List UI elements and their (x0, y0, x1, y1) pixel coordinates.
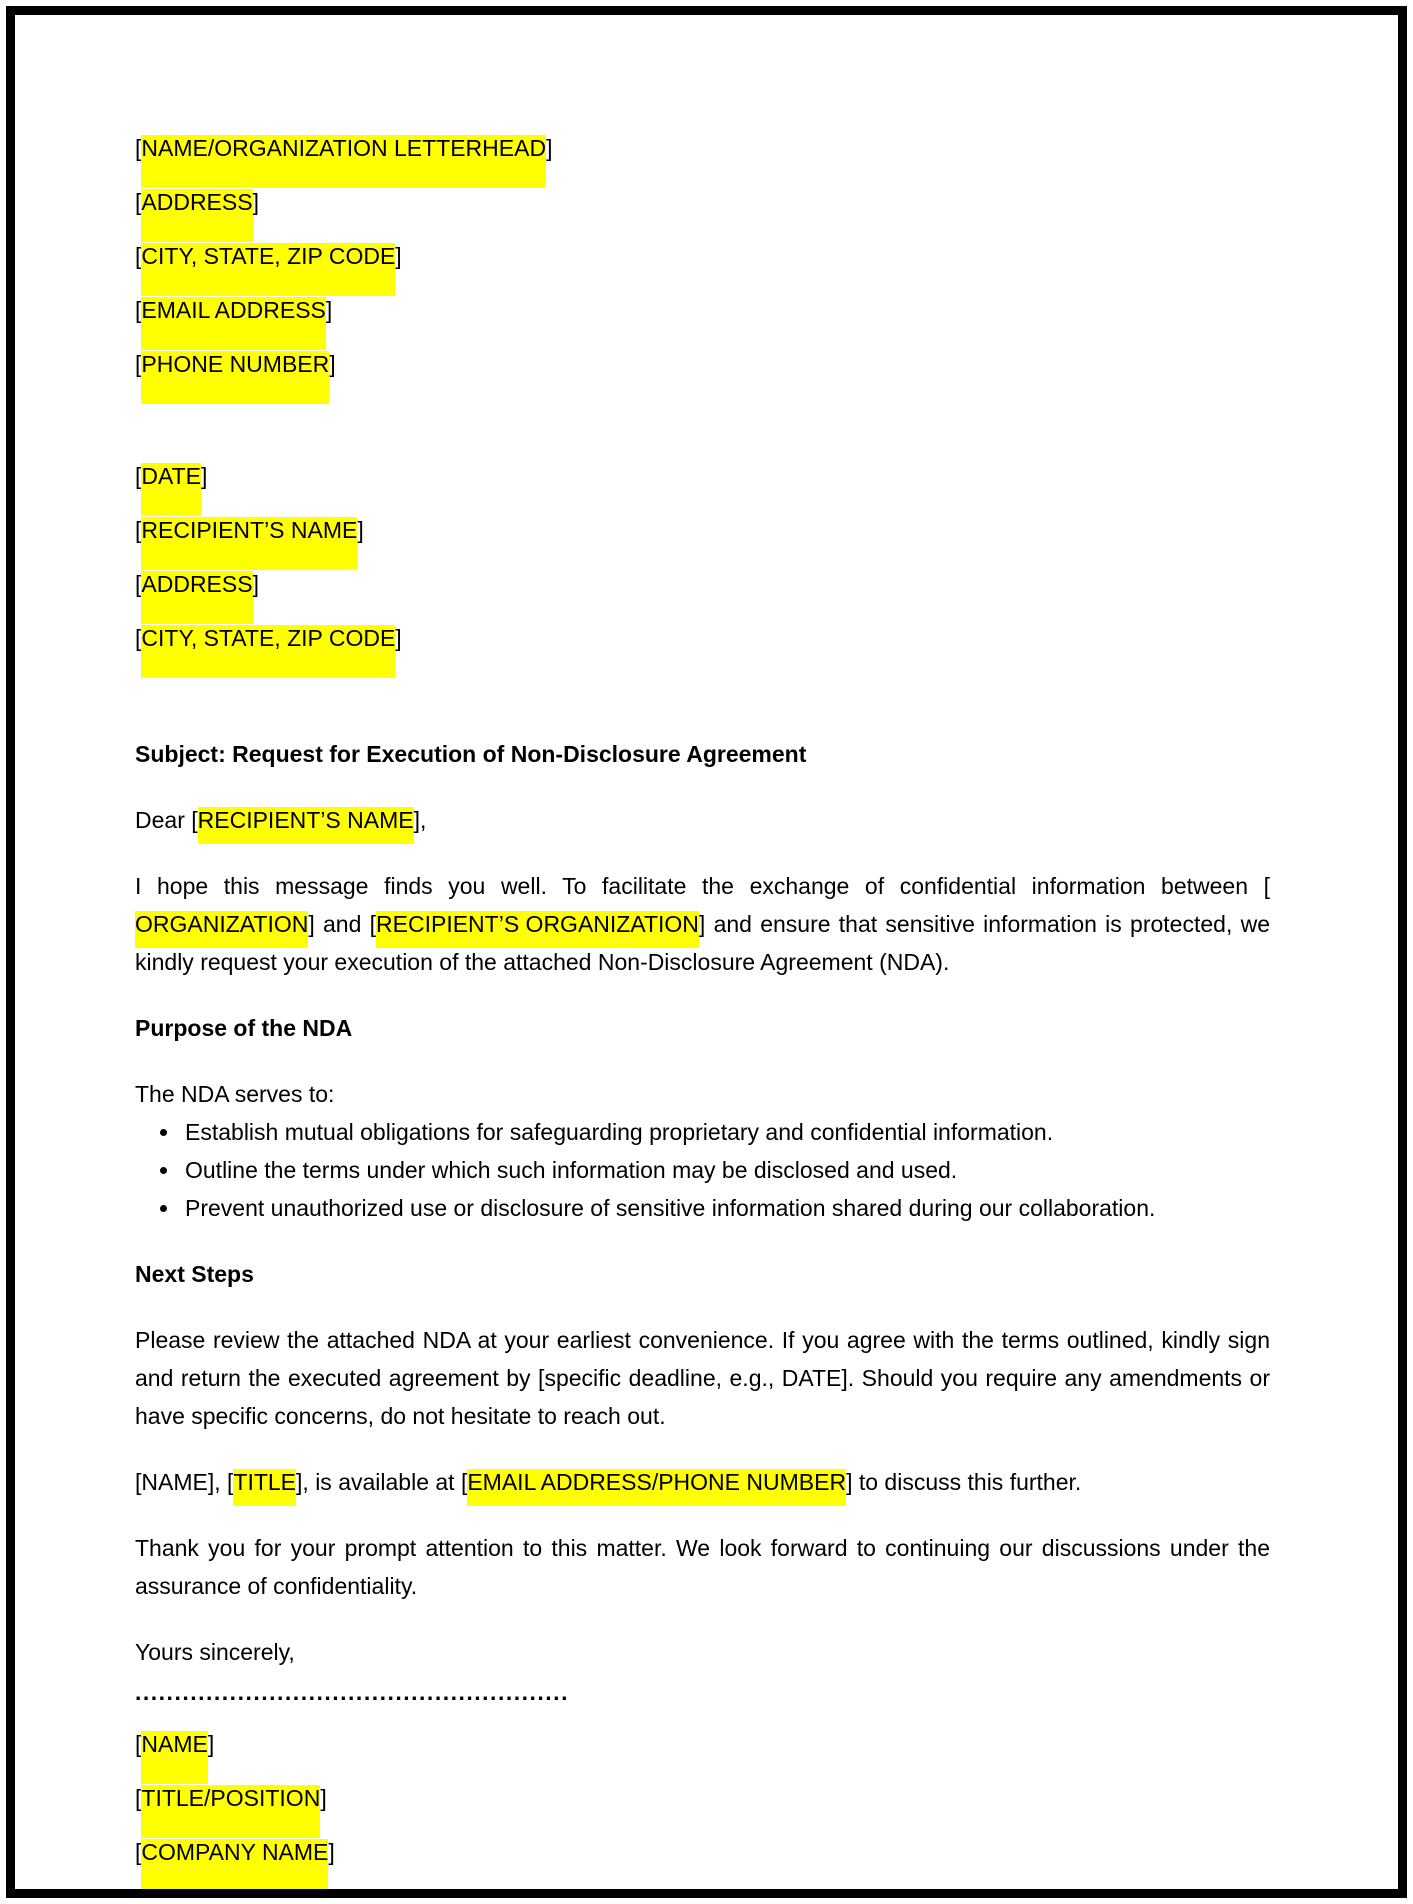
signature-dotted-line: ....................................................... (135, 1679, 569, 1705)
text-segment: [ (135, 351, 142, 377)
address-line (135, 241, 1270, 271)
address-line (135, 569, 1270, 599)
address-line (135, 295, 1270, 325)
placeholder-highlight: NAME (141, 1731, 207, 1784)
document-page (6, 6, 1407, 1898)
text-segment: [ (135, 243, 142, 269)
signature-block (135, 1729, 1270, 1867)
text-segment: ], (413, 807, 427, 833)
text-segment: ], is available at [ (296, 1469, 468, 1495)
text-segment: ] to discuss this further. (846, 1469, 1082, 1495)
bullet-item: • Outline the terms under which such information may be disclosed and used. (181, 1151, 1270, 1189)
intro-paragraph (135, 867, 1270, 981)
address-line (135, 1837, 1270, 1867)
text-segment: [ (135, 1785, 142, 1811)
address-line (135, 515, 1270, 545)
text-segment: ] (395, 243, 402, 269)
next-steps-paragraph: Please review the attached NDA at your earliest convenience. If you agree with the terms outlined, kindly sign and return the executed agreement by [specific deadline, e.g., DATE]. Should you require any amendments or have specific concerns, do not hesitate to reach out. (135, 1327, 1270, 1429)
next-steps-heading: Next Steps (135, 1261, 254, 1287)
text-segment: ] and [ (308, 911, 377, 937)
placeholder-highlight: EMAIL ADDRESS/PHONE NUMBER (467, 1469, 846, 1506)
address-line (135, 1729, 1270, 1759)
text-segment: [ (135, 463, 142, 489)
placeholder-highlight: TITLE (233, 1469, 296, 1506)
blank-line (135, 403, 1270, 461)
placeholder-highlight: RECIPIENT’S ORGANIZATION (376, 911, 699, 948)
address-line (135, 349, 1270, 379)
text-segment: [ (135, 571, 142, 597)
address-line (135, 1783, 1270, 1813)
text-segment: ] (320, 1785, 327, 1811)
text-segment: [NAME], [ (135, 1469, 234, 1495)
text-segment: Dear [ (135, 807, 198, 833)
text-segment: ] (395, 625, 402, 651)
text-segment: ] (252, 571, 259, 597)
text-segment: [ (135, 1731, 142, 1757)
text-segment: [ (135, 189, 142, 215)
placeholder-highlight: COMPANY NAME (141, 1839, 328, 1892)
placeholder-highlight: RECIPIENT’S NAME (141, 517, 357, 570)
text-segment: [ (135, 135, 142, 161)
placeholder-highlight: ORGANIZATION (135, 911, 308, 948)
address-line (135, 187, 1270, 217)
thanks-paragraph: Thank you for your prompt attention to this matter. We look forward to continuing our discussions under the assurance of confidentiality. (135, 1535, 1270, 1599)
text-segment: ] and ensure that sensitive information is protected, we kindly request your execution of the attached Non-Disclosure Agreement (NDA). (135, 911, 1270, 975)
purpose-heading: Purpose of the NDA (135, 1015, 353, 1041)
greeting-line (135, 801, 1270, 839)
placeholder-highlight: RECIPIENT’S NAME (198, 807, 414, 844)
text-segment: [ (135, 297, 142, 323)
purpose-intro: The NDA serves to: (135, 1081, 335, 1107)
address-line (135, 461, 1270, 491)
bullet-item: • Prevent unauthorized use or disclosure of sensitive information shared during our collaboration. (181, 1189, 1270, 1227)
contact-paragraph (135, 1463, 1270, 1501)
text-segment: ] (207, 1731, 215, 1757)
text-segment: ] (546, 135, 553, 161)
text-segment: [ (135, 1839, 142, 1865)
text-segment: ] (252, 189, 259, 215)
blank-line (135, 677, 1270, 735)
purpose-bullet-list (135, 1113, 1270, 1227)
closing-line: Yours sincerely, (135, 1639, 295, 1665)
text-segment: ] (329, 351, 336, 377)
bullet-item: • Establish mutual obligations for safeguarding proprietary and confidential information. (181, 1113, 1270, 1151)
letter-content (15, 15, 1398, 1867)
placeholder-highlight: TITLE/POSITION (141, 1785, 320, 1838)
subject-line: Subject: Request for Execution of Non-Disclosure Agreement (135, 741, 807, 767)
placeholder-highlight: DATE (141, 463, 201, 516)
text-segment: [ (135, 625, 142, 651)
placeholder-highlight: NAME/ORGANIZATION LETTERHEAD (141, 135, 546, 188)
text-segment: ] (357, 517, 364, 543)
text-segment: [ (135, 517, 142, 543)
text-segment: ] (325, 297, 333, 323)
address-line (135, 133, 1270, 163)
text-segment: ] (328, 1839, 335, 1865)
placeholder-highlight: ADDRESS (141, 571, 252, 624)
address-line (135, 623, 1270, 653)
text-segment: ] (201, 463, 208, 489)
sender-address-block (135, 133, 1270, 379)
placeholder-highlight: EMAIL ADDRESS (141, 297, 325, 350)
text-segment: I hope this message finds you well. To facilitate the exchange of confidential information between [ (135, 873, 1270, 899)
placeholder-highlight: PHONE NUMBER (141, 351, 329, 404)
recipient-address-block (135, 461, 1270, 653)
placeholder-highlight: ADDRESS (141, 189, 252, 242)
placeholder-highlight: CITY, STATE, ZIP CODE (141, 243, 395, 296)
placeholder-highlight: CITY, STATE, ZIP CODE (141, 625, 395, 678)
